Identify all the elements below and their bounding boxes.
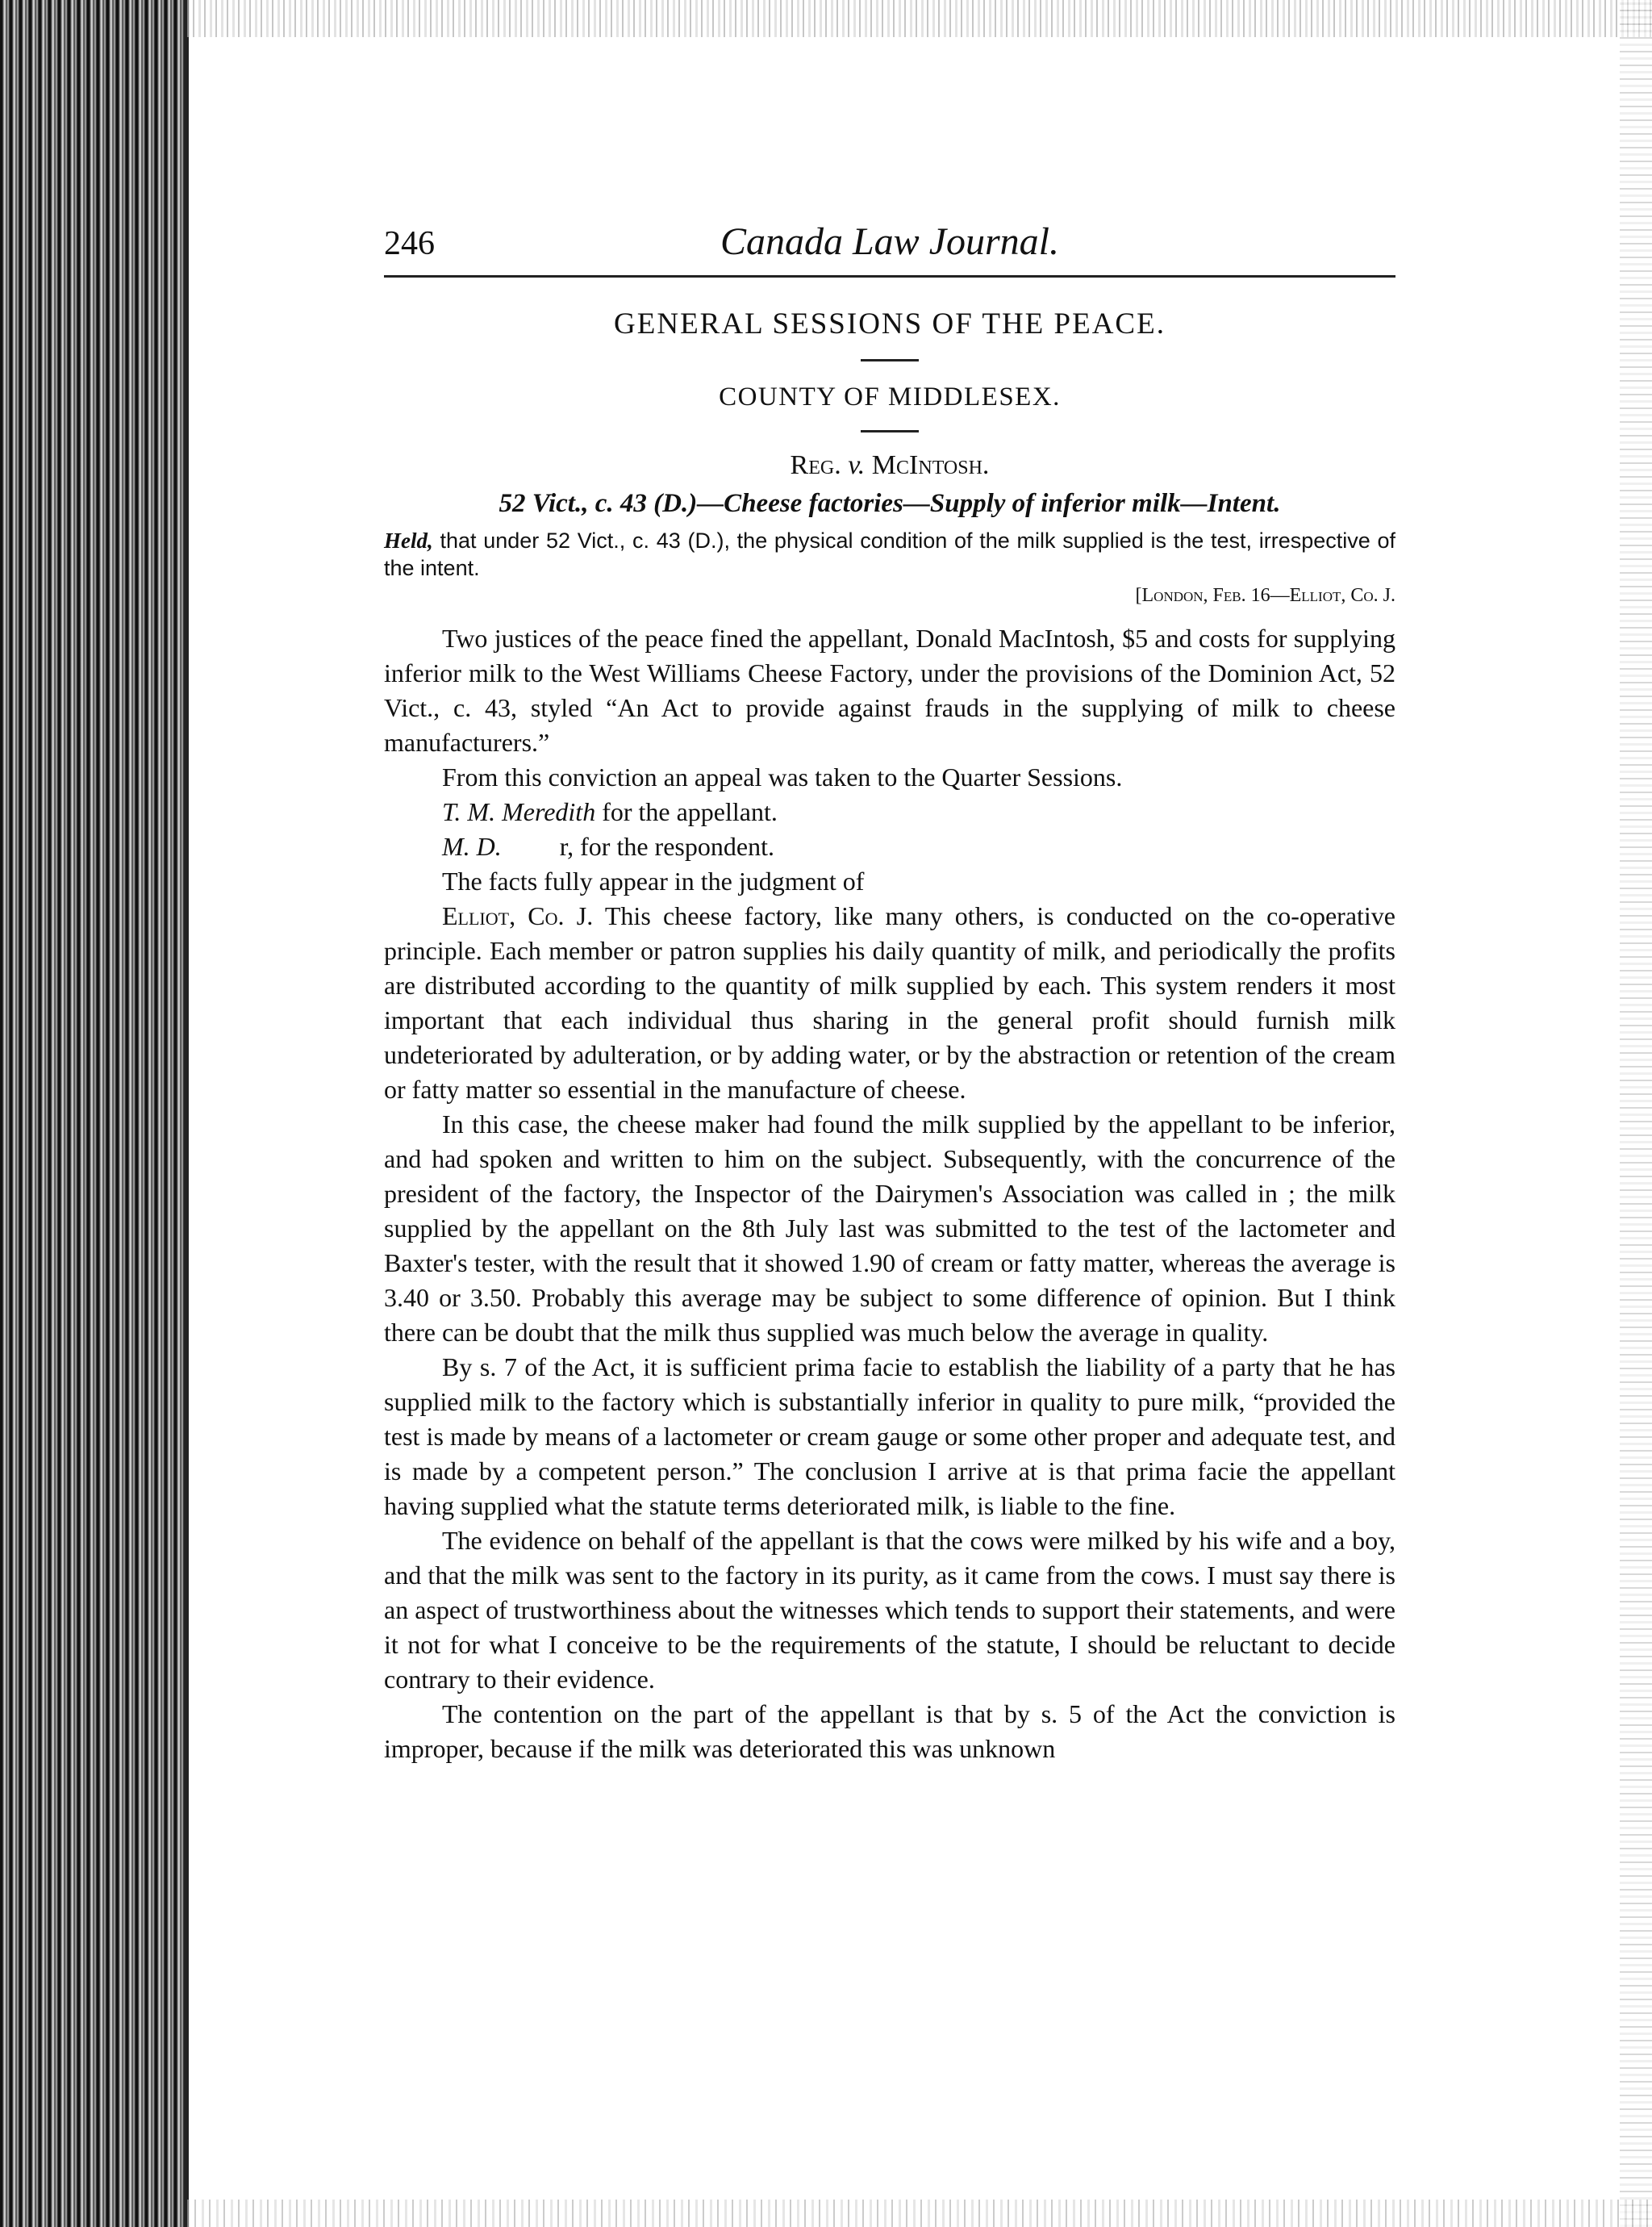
judgment-text: This cheese factory, like many others, is conducted on the co-operative principle. Each member or patron supplies his daily quantity of milk, and periodically the profits are distributed according to the quantity of milk supplied by each. This system renders it most important that each individual thus sharing in the general profit should furnish milk undeteriorated by adulteration, or by adding water, or by the abstraction or retention of the cream or fatty matter so essential in the manufacture of cheese. xyxy=(384,901,1396,1104)
court-reference: [London, Feb. 16—Elliot, Co. J. xyxy=(1135,585,1395,606)
page-bottom-edge xyxy=(187,2200,1652,2227)
section-heading: GENERAL SESSIONS OF THE PEACE. xyxy=(614,307,1166,341)
paragraph: From this conviction an appeal was taken to the Quarter Sessions. xyxy=(442,763,1123,792)
held-label: Held, xyxy=(384,529,433,553)
page-header xyxy=(384,219,1395,278)
body-text xyxy=(384,621,1395,1766)
page-number: 246 xyxy=(384,225,435,262)
headnote-held xyxy=(384,527,1395,582)
journal-page xyxy=(384,219,1395,1766)
journal-title: Canada Law Journal. xyxy=(720,220,1060,263)
heading-divider xyxy=(861,359,919,361)
counsel-appellant xyxy=(384,795,1395,829)
paragraph: In this case, the cheese maker had found the milk supplied by the appellant to be inferior, and had spoken and written to him on the subject. Subsequently, with the concurrence of the president of the factory, the Inspector of the Dairymen's Association was called in ; the milk supplied by the appellant on the 8th July last was submitted to the test of the lactometer and Baxter's tester, with the result that it showed 1.90 of cream or fatty matter, whereas the average is 3.40 or 3.50. Probably this average may be subject to some difference of opinion. But I think there can be doubt that the milk thus supplied was much below the average in quality. xyxy=(384,1109,1395,1347)
book-binding-edge xyxy=(0,0,187,2227)
counsel-role: for the appellant. xyxy=(595,797,778,826)
county-heading: COUNTY OF MIDDLESEX. xyxy=(719,382,1061,412)
held-text: that under 52 Vict., c. 43 (D.), the physical condition of the milk supplied is the test, irrespective of the intent. xyxy=(384,529,1395,580)
case-title-reg: Reg. xyxy=(790,450,841,480)
headnote-subject: 52 Vict., c. 43 (D.)—Cheese factories—Supply of inferior milk—Intent. xyxy=(499,489,1281,518)
judgment-paragraph xyxy=(384,899,1395,1107)
paragraph: The facts fully appear in the judgment of xyxy=(442,867,865,896)
counsel-respondent xyxy=(384,829,1395,864)
case-title-versus: v. xyxy=(848,450,866,480)
paragraph: By s. 7 of the Act, it is sufficient prima facie to establish the liability of a party that he has supplied milk to the factory which is substantially inferior in quality to pure milk, “provided the test is made by means of a lactometer or cream gauge or some other proper and adequate test, and is made by a competent person.” The conclusion I arrive at is that prima facie the appellant having supplied what the statute terms deteriorated milk, is liable to the fine. xyxy=(384,1352,1395,1520)
paragraph: The contention on the part of the appellant is that by s. 5 of the Act the conviction is improper, because if the milk was deteriorated this was unknown xyxy=(384,1699,1395,1763)
counsel-role: r, for the respondent. xyxy=(501,832,774,861)
paragraph: Two justices of the peace fined the appellant, Donald MacIntosh, $5 and costs for supplying inferior milk to the West Williams Cheese Factory, under the provisions of the Dominion Act, 52 Vict., c. 43, styled “An Act to provide against frauds in the supplying of milk to cheese manufacturers.” xyxy=(384,624,1395,757)
heading-divider xyxy=(861,430,919,432)
case-title-party: McIntosh. xyxy=(871,450,990,480)
paragraph: The evidence on behalf of the appellant is that the cows were milked by his wife and a boy, and that the milk was sent to the factory in its purity, as it came from the cows. I must say there is an aspect of trustworthiness about the witnesses which tends to support their statements, and were it not for what I conceive to be the requirements of the statute, I should be reluctant to decide contrary to their evidence. xyxy=(384,1526,1395,1694)
page-top-edge xyxy=(187,0,1652,37)
counsel-name: T. M. Meredith xyxy=(442,797,596,826)
page-right-edge xyxy=(1620,0,1652,2227)
counsel-name: M. D. xyxy=(442,832,502,861)
case-title xyxy=(384,450,1395,481)
judge-name: Elliot, Co. J. xyxy=(442,901,594,930)
